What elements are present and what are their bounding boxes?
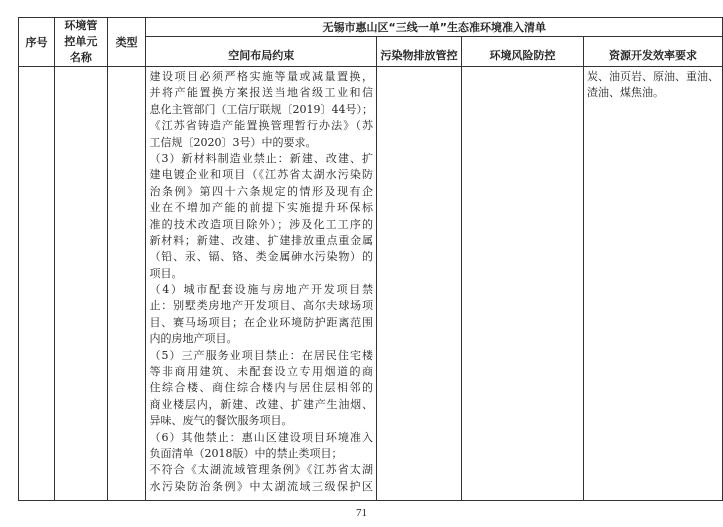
header-index: 序号: [19, 18, 55, 67]
text-line: （4）城市配套设施与房地产开发项目禁: [149, 283, 373, 297]
header-risk: 环境风险防控: [461, 36, 583, 66]
cell-spatial: [146, 67, 377, 501]
cell-risk: [461, 67, 583, 501]
text-line: 工信规〔2020〕3号）中的要求。: [149, 135, 317, 149]
page-number: 71: [356, 507, 367, 519]
text-line: 异味、废气的餐饮服务项目。: [149, 414, 293, 428]
text-line: 新材料；新建、改建、扩建排放重点重金属: [149, 233, 373, 247]
text-line: 业在不增加产能的前提下实施提升环保标: [149, 201, 373, 215]
header-pollution: 污染物排放管控: [376, 36, 461, 66]
text-line: 建电镀企业和项目（《江苏省太湖水污染防: [149, 168, 373, 182]
cell-resource: [583, 67, 722, 501]
cell-type: [107, 67, 146, 501]
text-line: 水污染防治条例》中太湖流域三级保护区: [149, 479, 373, 493]
text-line: 项目。: [149, 266, 183, 280]
text-line: 渣油、煤焦油。: [586, 86, 664, 100]
header-type: 类型: [107, 18, 146, 67]
header-unit-name: 环境管控单元名称: [55, 18, 108, 67]
text-line: 止：别墅类房地产开发项目、高尔夫球场项: [149, 299, 373, 313]
text-line: 建设项目必须严格实施等量或减量置换，: [149, 70, 373, 83]
cell-pollution: [376, 67, 461, 501]
text-line: （铅、汞、镉、铬、类金属砷水污染物）的: [149, 250, 373, 264]
text-line: 目、赛马场项目；在企业环境防护距离范围: [149, 315, 373, 329]
cell-index: [19, 67, 55, 501]
text-line: 炭、油页岩、原油、重油、: [586, 70, 719, 83]
text-line: 不符合《太湖流域管理条例》《江苏省太湖: [149, 463, 373, 477]
text-line: 住综合楼、商住综合楼内与居住层相邻的: [149, 381, 373, 395]
text-line: （6）其他禁止：惠山区建设项目环境准入: [149, 430, 373, 444]
text-line: 负面清单（2018版）中的禁止类项目；: [149, 446, 343, 460]
text-line: 商业楼层内，新建、改建、扩建产生油烟、: [149, 397, 373, 411]
text-line: 准的技术改造项目除外）；涉及化工工序的: [149, 217, 373, 231]
text-line: 内的房地产项目。: [149, 332, 238, 346]
table-row: [19, 67, 723, 501]
environmental-access-table: [18, 17, 723, 501]
table-title: 无锡市惠山区“三线一单”生态准环境准入清单: [146, 18, 723, 37]
text-line: （5）三产服务业项目禁止：在居民住宅楼: [149, 348, 373, 362]
text-line: 《江苏省铸造产能置换管理暂行办法》（苏: [149, 119, 373, 133]
cell-unit-name: [55, 67, 108, 501]
text-line: 并将产能置换方案报送当地省级工业和信: [149, 86, 373, 100]
header-resource: 资源开发效率要求: [583, 36, 722, 66]
text-line: 治条例》第四十六条规定的情形及现有企: [149, 184, 373, 198]
text-line: 等非商用建筑、未配套设立专用烟道的商: [149, 365, 373, 379]
text-line: 息化主管部门（工信厅联规〔2019〕44号）；: [149, 102, 373, 116]
header-spatial: 空间布局约束: [146, 36, 377, 66]
text-line: （3）新材料制造业禁止：新建、改建、扩: [149, 151, 373, 165]
